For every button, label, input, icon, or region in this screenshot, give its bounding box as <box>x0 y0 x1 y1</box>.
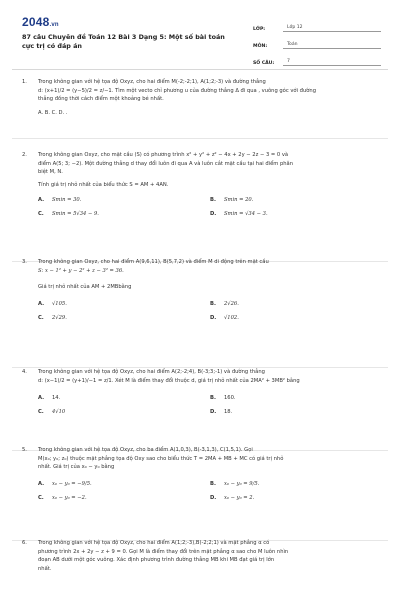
question-4 <box>22 368 382 433</box>
question-number: 1. <box>22 79 27 85</box>
info-row-count <box>253 49 381 66</box>
option-c[interactable] <box>38 492 210 506</box>
option-a[interactable] <box>38 193 210 207</box>
question-line: Trong không gian với hệ tọa độ Oxyz, cho hai điểm M(-2;-2;1), A(1;2;-3) và đường thẳng <box>38 79 266 85</box>
question-list <box>0 78 400 589</box>
question-text <box>38 539 382 573</box>
question-line: Trong không gian Oxyz, cho mặt cầu (S) có phương trình x² + y² + z² − 4x + 2y − 2z − 3 = 0 và <box>38 152 289 158</box>
document-title: 87 câu Chuyên đề Toán 12 Bài 3 Dạng 5: Một số bài toán cực trị có đáp án <box>22 33 225 50</box>
question-text <box>38 258 382 292</box>
question-line: Giá trị nhỏ nhất của AM + 2MBbằng <box>38 284 132 291</box>
page-header <box>0 0 400 66</box>
question-line: Tính giá trị nhỏ nhất của biểu thức S = AM + 4AN. <box>38 181 169 188</box>
option-text: 2√26. <box>224 301 239 308</box>
info-box <box>253 15 381 66</box>
option-label: B. <box>210 394 216 401</box>
option-a[interactable] <box>38 298 210 312</box>
option-label: D. <box>210 495 217 502</box>
option-b[interactable] <box>210 193 382 207</box>
option-label: C. <box>38 211 44 218</box>
option-label: A. <box>38 197 45 204</box>
option-text: 4√10 <box>52 408 66 415</box>
question-line: d: (x+1)/2 = (y−5)/2 = z/−1. Tìm một vecto chỉ phương u của đường thẳng Δ đi qua , vuông góc với đường <box>38 87 317 94</box>
option-text: √105. <box>52 301 67 308</box>
option-text: Smin = √34 − 3. <box>224 211 268 218</box>
option-d[interactable] <box>210 492 382 506</box>
option-b[interactable] <box>210 298 382 312</box>
option-d[interactable] <box>210 207 382 221</box>
question-separator <box>12 138 388 139</box>
info-value: Toán <box>283 42 381 49</box>
option-label: B. <box>210 481 216 488</box>
header-divider <box>12 69 388 70</box>
question-number: 6. <box>22 540 27 546</box>
option-label: D. <box>210 211 217 218</box>
question-line: điểm A(5; 3; −2). Một đường thẳng d thay đổi luôn đi qua A và luôn cắt mặt cầu tại hai điểm phân <box>38 160 294 167</box>
question-line: Trong không gian với hệ tọa độ Oxyz, cho hai điểm A(2;-2;4), B(-3;3;-1) và đường thẳng <box>38 369 265 375</box>
option-c[interactable] <box>38 207 210 221</box>
option-text: 18. <box>224 408 233 415</box>
info-label: LỚP: <box>253 27 266 32</box>
option-text: 2√29. <box>52 315 67 322</box>
info-value: 7 <box>283 59 381 66</box>
question-line: nhất. Giá trị của x₀ − y₀ bằng <box>38 464 115 471</box>
question-line: đoạn AB dưới một góc vuông. Xác định phương trình đường thẳng MB khi MB đạt giá trị lớn <box>38 557 275 564</box>
option-label: C. <box>38 315 44 322</box>
info-row-subject <box>253 32 381 49</box>
question-line: Trong không gian với hệ tọa độ Oxyz, cho hai điểm A(1;2;-3),B(-2;2;1) và mặt phẳng α có <box>38 540 270 546</box>
question-text <box>38 368 382 385</box>
question-number: 2. <box>22 152 27 158</box>
question-line: biệt M, N. <box>38 169 63 176</box>
option-d[interactable] <box>210 312 382 326</box>
question-2 <box>22 151 382 246</box>
option-text: 160. <box>224 394 236 401</box>
question-1 <box>22 78 382 128</box>
option-label: A. <box>38 481 45 488</box>
option-text: x₀ − y₀ = −9/5. <box>52 481 92 488</box>
option-label: C. <box>38 408 44 415</box>
info-value: Lớp 12 <box>283 25 381 32</box>
option-text: Smin = 30. <box>52 197 82 204</box>
question-line: M(x₀; y₀; z₀) thuộc mặt phẳng tọa độ Oxy sao cho biểu thức T = 2MA + MB + MC có giá trị nhỏ <box>38 455 284 462</box>
question-number: 4. <box>22 369 27 375</box>
question-6 <box>22 539 382 589</box>
option-text: x₀ − y₀ = −2. <box>52 495 87 502</box>
option-a[interactable] <box>38 478 210 492</box>
inline-options: A. B. C. D. . <box>38 109 68 116</box>
option-label: D. <box>210 315 217 322</box>
site-logo[interactable] <box>22 15 59 29</box>
question-text <box>38 78 382 117</box>
option-label: D. <box>210 408 217 415</box>
question-line: thẳng đồng thời cách điểm một khoảng bé nhất. <box>38 96 164 103</box>
info-row-class <box>253 15 381 32</box>
info-label: SỐ CÂU: <box>253 61 275 66</box>
question-line: S: x − 1² + y − 2² + z − 3² = 36. <box>38 267 124 274</box>
option-a[interactable] <box>38 391 210 405</box>
question-number: 3. <box>22 259 27 265</box>
option-b[interactable] <box>210 478 382 492</box>
option-text: Smin = 5√34 − 9. <box>52 211 99 218</box>
option-d[interactable] <box>210 405 382 419</box>
question-line: phương trình 2x + 2y − z + 9 = 0. Gọi M là điểm thay đổi trên mặt phẳng α sao cho M luôn nhìn <box>38 548 289 555</box>
question-line: Trong không gian với hệ tọa độ Oxyz, cho ba điểm A(1,0,3), B(-3,1,3), C(1,5,1). Gọi <box>38 447 253 453</box>
answer-options <box>38 478 382 506</box>
answer-options <box>38 298 382 326</box>
question-text <box>38 446 382 472</box>
answer-options <box>38 391 382 419</box>
question-number: 5. <box>22 447 27 453</box>
option-label: A. <box>38 301 45 308</box>
question-text <box>38 151 382 189</box>
option-text: x₀ − y₀ = 2. <box>224 495 255 502</box>
option-label: C. <box>38 495 44 502</box>
question-3 <box>22 258 382 346</box>
option-c[interactable] <box>38 405 210 419</box>
question-line: d: (x−1)/2 = (y+1)/−1 = z/1. Xét M là điểm thay đổi thuộc d, giá trị nhỏ nhất của 2MA² + 3MB² bằng <box>38 377 300 384</box>
option-label: B. <box>210 301 216 308</box>
info-label: MÔN: <box>253 44 268 49</box>
option-c[interactable] <box>38 312 210 326</box>
option-text: x₀ − y₀ = 9/5. <box>224 481 260 488</box>
option-label: A. <box>38 394 45 401</box>
question-5 <box>22 446 382 526</box>
logo-suffix: .vn <box>49 22 59 28</box>
question-line: nhất. <box>38 565 52 572</box>
option-b[interactable] <box>210 391 382 405</box>
option-text: Smin = 20. <box>224 197 254 204</box>
logo-main: 2048 <box>22 15 50 29</box>
option-label: B. <box>210 197 216 204</box>
option-text: √102. <box>224 315 239 322</box>
question-line: Trong không gian Oxyz, cho hai điểm A(9,6,11), B(5,7,2) và điểm M di động trên mặt cầu <box>38 259 269 265</box>
option-text: 14. <box>52 394 61 401</box>
answer-options <box>38 193 382 221</box>
